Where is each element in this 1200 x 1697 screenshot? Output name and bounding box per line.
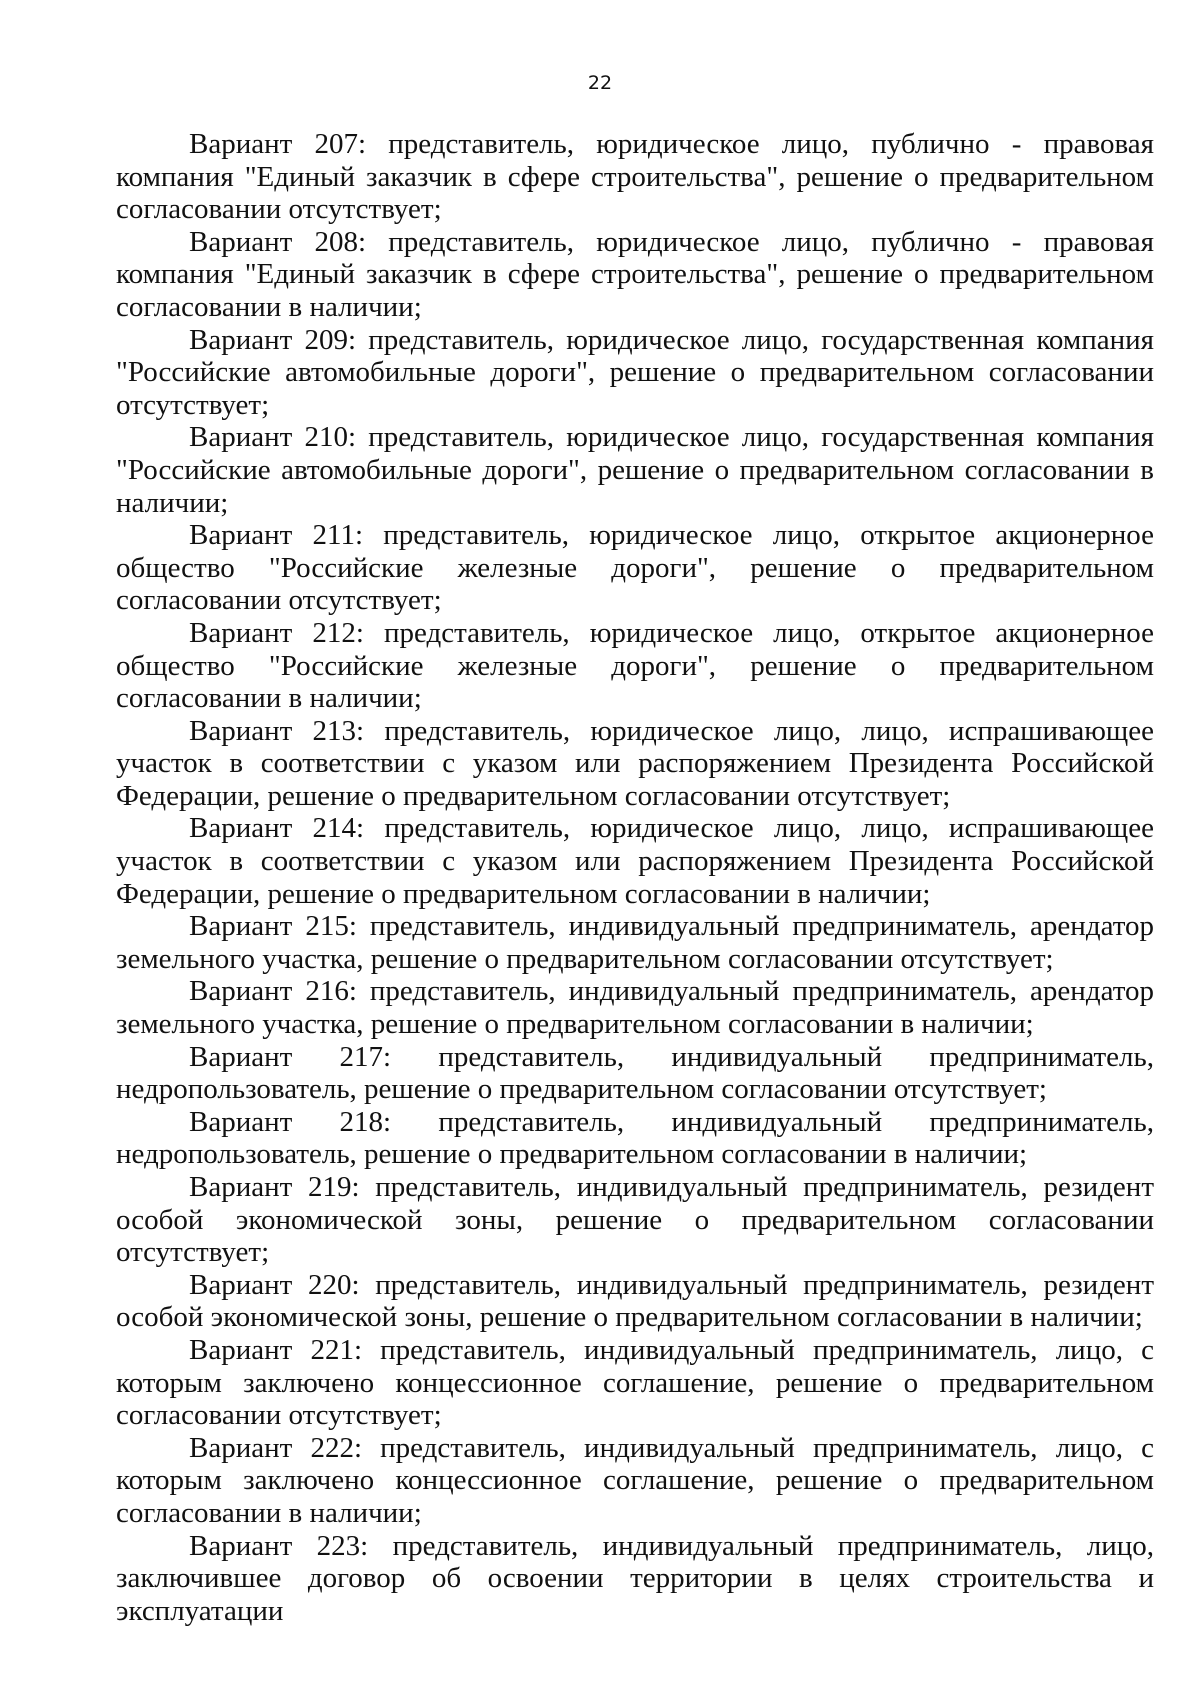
paragraph-variant-209: Вариант 209: представитель, юридическое лицо, государственная компания "Российские автомобильные дороги", решение о предварительном согласовании отсутствует; — [116, 323, 1154, 421]
document-body — [116, 128, 1154, 1627]
paragraph-variant-219: Вариант 219: представитель, индивидуальный предприниматель, резидент особой экономической зоны, решение о предварительном согласовании отсутствует; — [116, 1171, 1154, 1269]
paragraph-variant-211: Вариант 211: представитель, юридическое лицо, открытое акционерное общество "Российские железные дороги", решение о предварительном согласовании отсутствует; — [116, 519, 1154, 617]
paragraph-variant-222: Вариант 222: представитель, индивидуальный предприниматель, лицо, с которым заключено концессионное соглашение, решение о предварительном согласовании в наличии; — [116, 1431, 1154, 1529]
paragraph-variant-220: Вариант 220: представитель, индивидуальный предприниматель, резидент особой экономической зоны, решение о предварительном согласовании в наличии; — [116, 1268, 1154, 1334]
paragraph-variant-218: Вариант 218: представитель, индивидуальный предприниматель, недропользователь, решение о предварительном согласовании в наличии; — [116, 1105, 1154, 1171]
paragraph-variant-223: Вариант 223: представитель, индивидуальный предприниматель, лицо, заключившее договор об освоении территории в целях строительства и эксплуатации — [116, 1529, 1154, 1627]
paragraph-variant-210: Вариант 210: представитель, юридическое лицо, государственная компания "Российские автомобильные дороги", решение о предварительном согласовании в наличии; — [116, 421, 1154, 519]
paragraph-variant-221: Вариант 221: представитель, индивидуальный предприниматель, лицо, с которым заключено концессионное соглашение, решение о предварительном согласовании отсутствует; — [116, 1333, 1154, 1432]
paragraph-variant-212: Вариант 212: представитель, юридическое лицо, открытое акционерное общество "Российские железные дороги", решение о предварительном согласовании в наличии; — [116, 616, 1154, 715]
paragraph-variant-208: Вариант 208: представитель, юридическое лицо, публично - правовая компания "Единый заказчик в сфере строительства", решение о предварительном согласовании в наличии; — [116, 225, 1154, 323]
page-number: 22 — [587, 72, 613, 94]
paragraph-variant-207: Вариант 207: представитель, юридическое лицо, публично - правовая компания "Единый заказчик в сфере строительства", решение о предварительном согласовании отсутствует; — [116, 128, 1154, 226]
paragraph-variant-215: Вариант 215: представитель, индивидуальный предприниматель, арендатор земельного участка, решение о предварительном согласовании отсутствует; — [116, 910, 1154, 975]
paragraph-variant-217: Вариант 217: представитель, индивидуальный предприниматель, недропользователь, решение о предварительном согласовании отсутствует; — [116, 1040, 1154, 1106]
paragraph-variant-216: Вариант 216: представитель, индивидуальный предприниматель, арендатор земельного участка, решение о предварительном согласовании в наличии; — [116, 975, 1154, 1041]
paragraph-variant-213: Вариант 213: представитель, юридическое лицо, лицо, испрашивающее участок в соответствии с указом или распоряжением Президента Российской Федерации, решение о предварительном согласовании отсутствует; — [116, 714, 1154, 812]
paragraph-variant-214: Вариант 214: представитель, юридическое лицо, лицо, испрашивающее участок в соответствии с указом или распоряжением Президента Российской Федерации, решение о предварительном согласовании в наличии; — [116, 812, 1154, 910]
